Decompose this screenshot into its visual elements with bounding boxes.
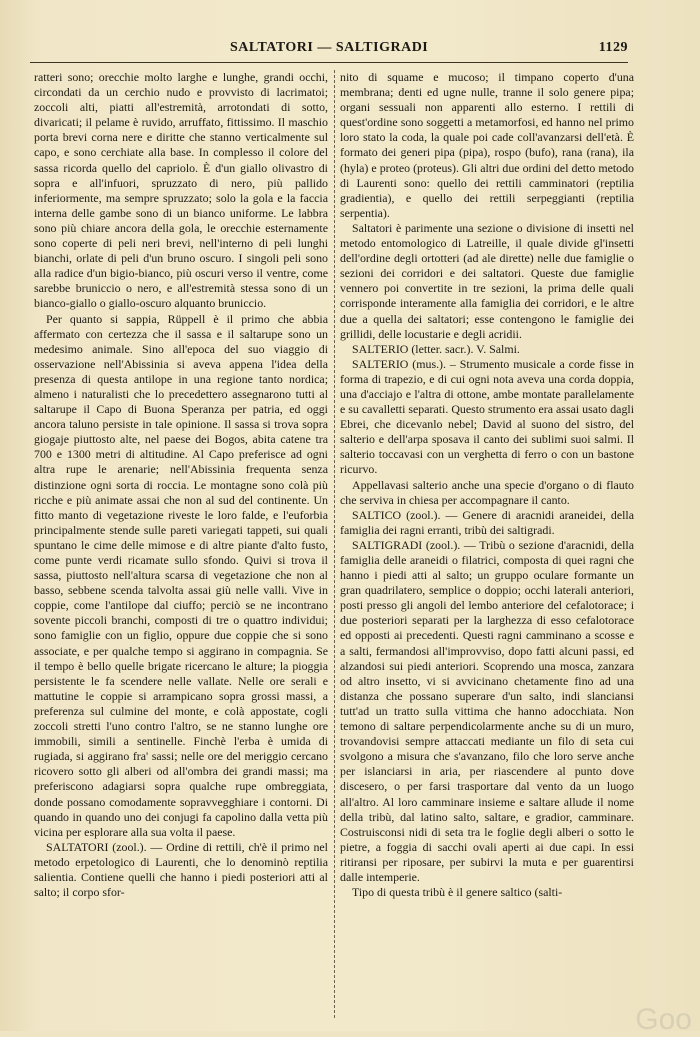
paragraph: SALTIGRADI (zool.). — Tribù o sezione d'aracnidi, della famiglia delle araneidi o filatrici, composta di quei ragni che hanno i piedi atti al salto; un gruppo oculare formante un gran quadrilatero, semplice o doppio; occhi laterali anteriori, posti presso gli angoli del lembo anteriore del cefalotorace; i due posteriori separati per la larghezza di esso cefalotorace ed opposti ai precedenti. Questi ragni camminano a scosse e a salti, fermandosi all'improvviso, dopo fatti alcuni passi, ed alzandosi sui piedi anteriori. Scoprendo una mosca, zanzara od altro insetto, vi si avvicinano chetamente fino ad una distanza che possano superare d'un salto, indi slanciansi tutt'ad un tratto sulla vittima che hanno adocchiata. Non temono di saltare perpendicolarmente anche su di un muro, trovandovisi sempre attaccati mediante un filo di seta cui svolgono a misura che s'avanzano, filo che loro serve anche per islanciarsi in aria, per riascendere al punto dove discesero, o per farsi trasportare dal vento da un luogo all'altro. Al loro camminare insieme e saltare allude il nome della tribù, dal latino salto, saltare, e gradior, camminare. Costruisconsi nidi di seta tra le foglie degli alberi o sotto le pietre, a foggia di sacchi ovali aperti ai due capi. In essi ritiransi per riposare, per subirvi la muta e per guarentirsi dalle intemperie. bbox=[340, 537, 634, 884]
running-header bbox=[30, 40, 628, 62]
paragraph: nito di squame e mucoso; il timpano coperto d'una membrana; denti ed ugne nulle, tranne il solo genere pipa; organi sessuali non apparenti allo esterno. I rettili di quest'ordine sono soggetti a metamorfosi, ed hanno nel primo loro stato la coda, la quale poi cade coll'avanzarsi dell'età. È formato dei generi pipa (pipa), rospo (bufo), rana (rana), ila (hyla) e proteo (proteus). Gli altri due ordini del detto metodo di Laurenti sono: quello dei rettili camminatori (reptilia gradientia), e quello dei rettili serpeggianti (reptilia serpentia). bbox=[340, 70, 634, 220]
running-title: SALTATORI — SALTIGRADI bbox=[230, 40, 429, 55]
paragraph: SALTERIO (letter. sacr.). V. Salmi. bbox=[352, 341, 520, 356]
paragraph: Per quanto si sappia, Rüppell è il primo che abbia affermato con certezza che il sassa e il saltarupe sono un medesimo animale. Sino all'epoca del suo viaggio di osservazione nell'Abissinia si aveva appena l'idea della presenza di questa antilope in una regione tanto nordica; almeno i naturalisti che lo precedettero assegnarono tutti al saltarupe il Capo di Buona Speranza per patria, ed oggi ancora taluno persiste in tale opinione. Il sassa si trova sopra giogaje piuttosto alte, nel paese dei Bogos, abita catene tra 700 e 1300 metri di altitudine. Al Capo preferisce ad ogni altra rupe le arenarie; nell'Abissinia frequenta senza distinzione ogni sorta di roccia. Le montagne sono colà più ricche e più animate assai che non al sud del continente. Un fitto manto di vegetazione riveste le loro falde, e l'euforbia principalmente stende sulle pareti variegati tappeti, sui quali spuntano le cime delle mimose e di altre piante d'alto fusto, come punte verdi ricamate sullo sfondo. Quivi si trova il sassa, piuttosto nell'altura scarsa di vegetazione che non al basso, sebbene scenda talvolta assai giù nelle valli. Vive in coppie, come l'antilope dal ciuffo; perciò se ne incontrano sovente piccoli branchi, composti di tre o quattro individui; sono famiglie con un figlio, oppure due coppie che si sono associate, e per qualche tempo si aggirano in compagnia. Se il tempo è bello quelle brigate ricercano le alture; la pioggia persistente le fa scendere nelle vallate. Nelle ore serali e mattutine le coppie si arrampicano sopra grossi massi, a preferenza sul culmine del monte, e colà appostate, cogli zoccoli stretti l'uno contro l'altro, se ne stanno lunghe ore immobili, simili a sentinelle. Finchè l'erba è umida di rugiada, si aggirano fra' sassi; nelle ore del meriggio cercano ricovero sotto gli alberi od all'ombra dei grandi massi; ma preferiscono adagiarsi sopra qualche rupe ombreggiata, donde possano comodamente sopravvegghiare i contorni. Di quando in quando uno dei conjugi fa capolino dalla vetta più vicina per esplorare alla sua volta il paese. bbox=[34, 311, 328, 839]
paragraph: Appellavasi salterio anche una specie d'organo o di flauto che serviva in chiesa per accompagnare il canto. bbox=[340, 477, 634, 507]
paragraph: SALTERIO (mus.). – Strumento musicale a corde fisse in forma di trapezio, e di cui ogni nota aveva una corda doppia, una d'acciajo e l'altra di ottone, ambe montate parallelamente e su cavalletti separati. Questo strumento era assai usato dagli Ebrei, che dicevanlo nebel; David al suono del sistro, del salterio e dell'arpa sposava il canto dei sublimi suoi salmi. Il salterio toccavasi con un verghetta di ferro o con un bastone ricurvo. bbox=[340, 356, 634, 477]
right-column bbox=[340, 70, 634, 1020]
watermark: Goo bbox=[635, 1003, 692, 1036]
page-number: 1129 bbox=[598, 40, 628, 55]
paragraph: ratteri sono; orecchie molto larghe e lunghe, grandi occhi, circondati da un cerchio nudo e provvisto di lacrimatoi; zoccoli alti, piatti all'estremità, arrotondati di sotto, divaricati; il pelame è ruvido, arruffato, fittissimo. Il maschio porta brevi corna nere e diritte che stanno verticalmente sul capo, e sono cerchiate alla base. In complesso il colore del sassa ricorda quello del capriolo. È d'un giallo olivastro di sopra e all'infuori, spruzzato di nero, più pallido inferiormente, ma sempre spruzzato; solo la gola e la faccia interna delle gambe sono di un bianco uniforme. Le labbra sono più chiare ancora della gola, le orecchie esternamente sono coperte di peli neri brevi, nell'interno di peli lunghi bianchi, orlate di peli d'un bruno oscuro. I singoli peli sono alla radice d'un bigio-bianco, più oscuri verso il ventre, come sarebbe bruniccio o nero, e all'estremità stessa sono di un bianco-giallo o giallo-oscuro alquanto bruniccio. bbox=[34, 70, 328, 311]
header-rule bbox=[30, 62, 628, 63]
paragraph: SALTICO (zool.). — Genere di aracnidi araneidei, della famiglia dei ragni erranti, tribù dei saltigradi. bbox=[340, 507, 634, 537]
paragraph: Tipo di questa tribù è il genere saltico (salti- bbox=[352, 885, 563, 900]
paragraph: Saltatori è parimente una sezione o divisione di insetti nel metodo entomologico di Latreille, il quale divide gl'insetti dell'ordine degli ortotteri (ad ale dirette) nelle due famiglie o sezioni dei corridori e dei saltatori. Queste due famiglie vennero poi convertite in tre sezioni, la prima delle quali corrisponde interamente alla famiglia dei corridori, e le altre due a quella dei saltatori; esse contengono le famiglie dei grillidi, delle locustarie e degli acridii. bbox=[340, 220, 634, 341]
column-divider bbox=[334, 70, 335, 1018]
paragraph: SALTATORI (zool.). — Ordine di rettili, ch'è il primo nel metodo erpetologico di Laurenti, che lo denominò reptilia salientia. Contiene quelli che hanno i piedi posteriori atti al salto; il corpo sfor- bbox=[34, 839, 328, 900]
left-column bbox=[34, 70, 328, 1020]
